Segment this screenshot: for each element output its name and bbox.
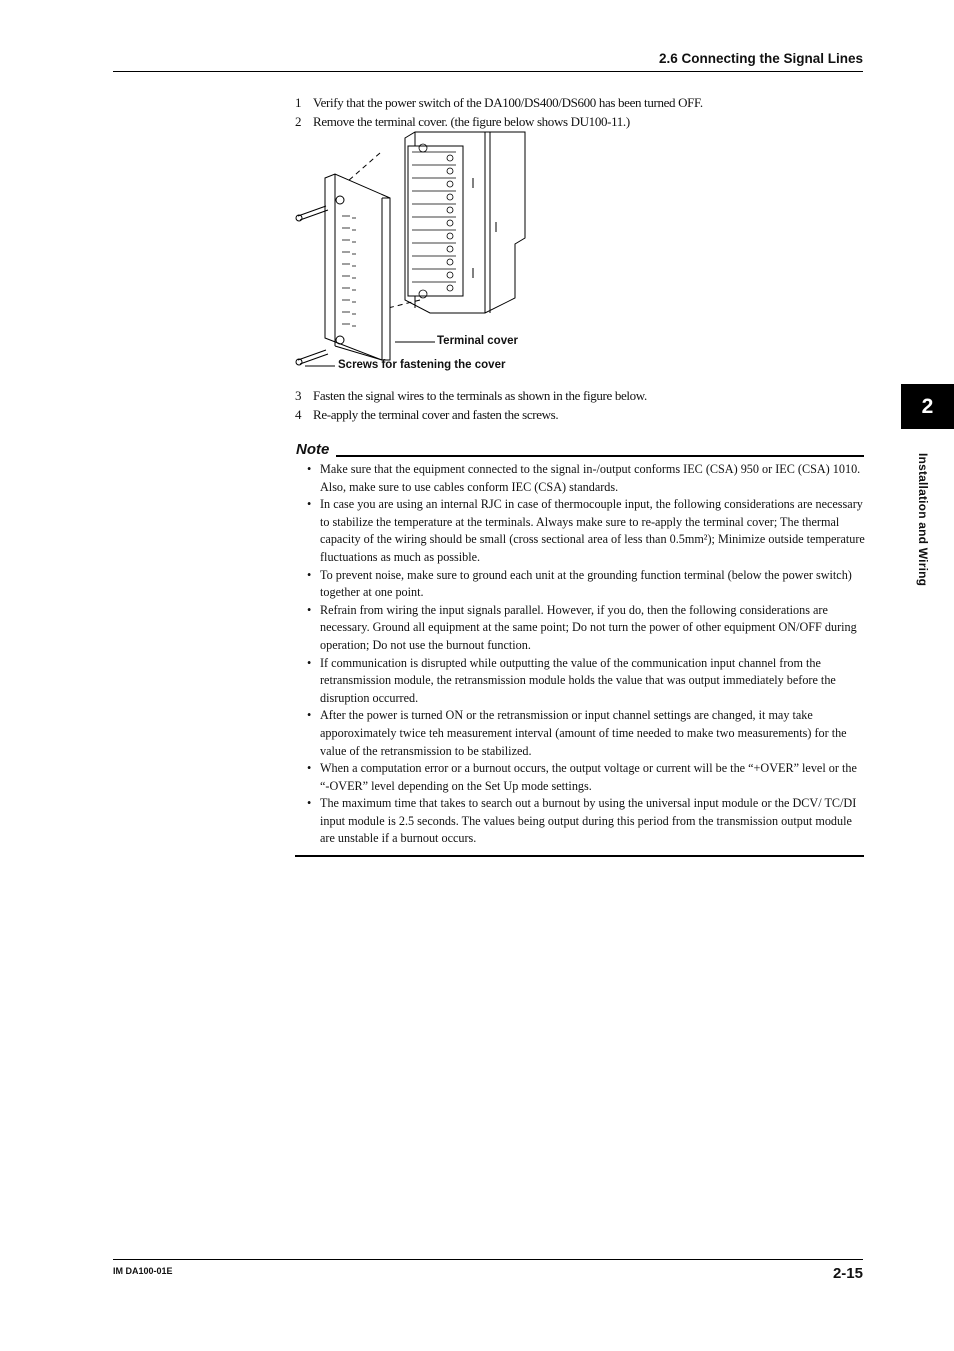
terminal-cover-label: Terminal cover — [437, 335, 518, 347]
step-number: 4 — [295, 407, 302, 422]
section-title: 2.6 Connecting the Signal Lines — [658, 51, 863, 66]
bullet: • — [307, 655, 312, 670]
steps-list-before — [295, 93, 895, 131]
steps-list-after — [295, 386, 895, 424]
chapter-tab: 2 — [901, 384, 954, 429]
bullet: • — [307, 567, 312, 582]
bullet: • — [307, 497, 312, 512]
bullet: • — [307, 761, 312, 776]
header-rule — [113, 71, 863, 72]
step-text: Re-apply the terminal cover and fasten the screws. — [313, 407, 559, 422]
page-number: 2-15 — [832, 1265, 863, 1282]
step-number: 2 — [295, 114, 302, 129]
note-text: When a computation error or a burnout occurs, the output voltage or current will be the “+OVER” level or the “-OVER” level depending on the Set Up mode settings. — [320, 761, 857, 793]
note-item — [305, 760, 865, 795]
note-text: Refrain from wiring the input signals parallel. However, if you do, then the following considerations are necessary. Ground all equipment at the same point; Do not turn the power of other equipment ON/OFF during operation; Do not use the burnout function. — [320, 602, 857, 652]
bullet: • — [307, 602, 312, 617]
note-text: If communication is disrupted while outputting the value of the communication input channel from the retransmission module, the retransmission module holds the value that was output immediately before the disruption occurred. — [320, 655, 836, 705]
footer-rule — [113, 1259, 863, 1260]
chapter-title: Installation and Wiring — [916, 453, 930, 587]
note-list — [305, 461, 865, 848]
note-item — [305, 795, 865, 848]
bullet: • — [307, 462, 312, 476]
step-item — [295, 93, 895, 112]
note-item — [305, 461, 865, 496]
note-text: In case you are using an internal RJC in case of thermocouple input, the following considerations are necessary to stabilize the temperature at the terminals. Always make sure to re-apply the terminal cover; The thermal capacity of the wiring should be small (cross sectional area of less than 0.5mm²); Minimize outside temperature fluctuations as much as possible. — [320, 497, 865, 564]
bullet: • — [307, 796, 312, 811]
step-text: Remove the terminal cover. (the figure below shows DU100-11.) — [313, 114, 630, 129]
document-id: IM DA100-01E — [113, 1266, 173, 1276]
screws-label: Screws for fastening the cover — [338, 359, 506, 371]
note-item — [305, 567, 865, 602]
note-text: Make sure that the equipment connected to the signal in-/output conforms IEC (CSA) 950 or IEC (CSA) 1010. Also, make sure to use cables conform IEC (CSA) standards. — [320, 462, 861, 494]
note-item — [305, 707, 865, 760]
note-text: After the power is turned ON or the retransmission or input channel settings are changed, it may take apporoximately twice teh measurement interval (amount of time needed to make two measurements) for the value of the retransmission to be stabilized. — [320, 708, 847, 758]
note-rule-bottom — [295, 855, 864, 857]
step-item — [295, 405, 895, 424]
terminal-cover-figure — [290, 128, 540, 378]
note-item — [305, 655, 865, 708]
bullet: • — [307, 708, 312, 723]
note-text: The maximum time that takes to search out a burnout by using the universal input module or the DCV/ TC/DI input module is 2.5 seconds. The values being output during this period from the transmission output module are unstable if a burnout occurs. — [320, 796, 857, 846]
step-text: Verify that the power switch of the DA100/DS400/DS600 has been turned OFF. — [313, 95, 703, 110]
step-text: Fasten the signal wires to the terminals as shown in the figure below. — [313, 388, 647, 403]
step-number: 3 — [295, 388, 302, 403]
note-heading: Note — [296, 441, 330, 458]
note-rule-top — [336, 455, 864, 457]
step-item — [295, 386, 895, 405]
step-number: 1 — [295, 95, 302, 110]
note-item — [305, 496, 865, 566]
note-text: To prevent noise, make sure to ground each unit at the grounding function terminal (below the power switch) together at one point. — [320, 567, 852, 600]
note-item — [305, 602, 865, 655]
